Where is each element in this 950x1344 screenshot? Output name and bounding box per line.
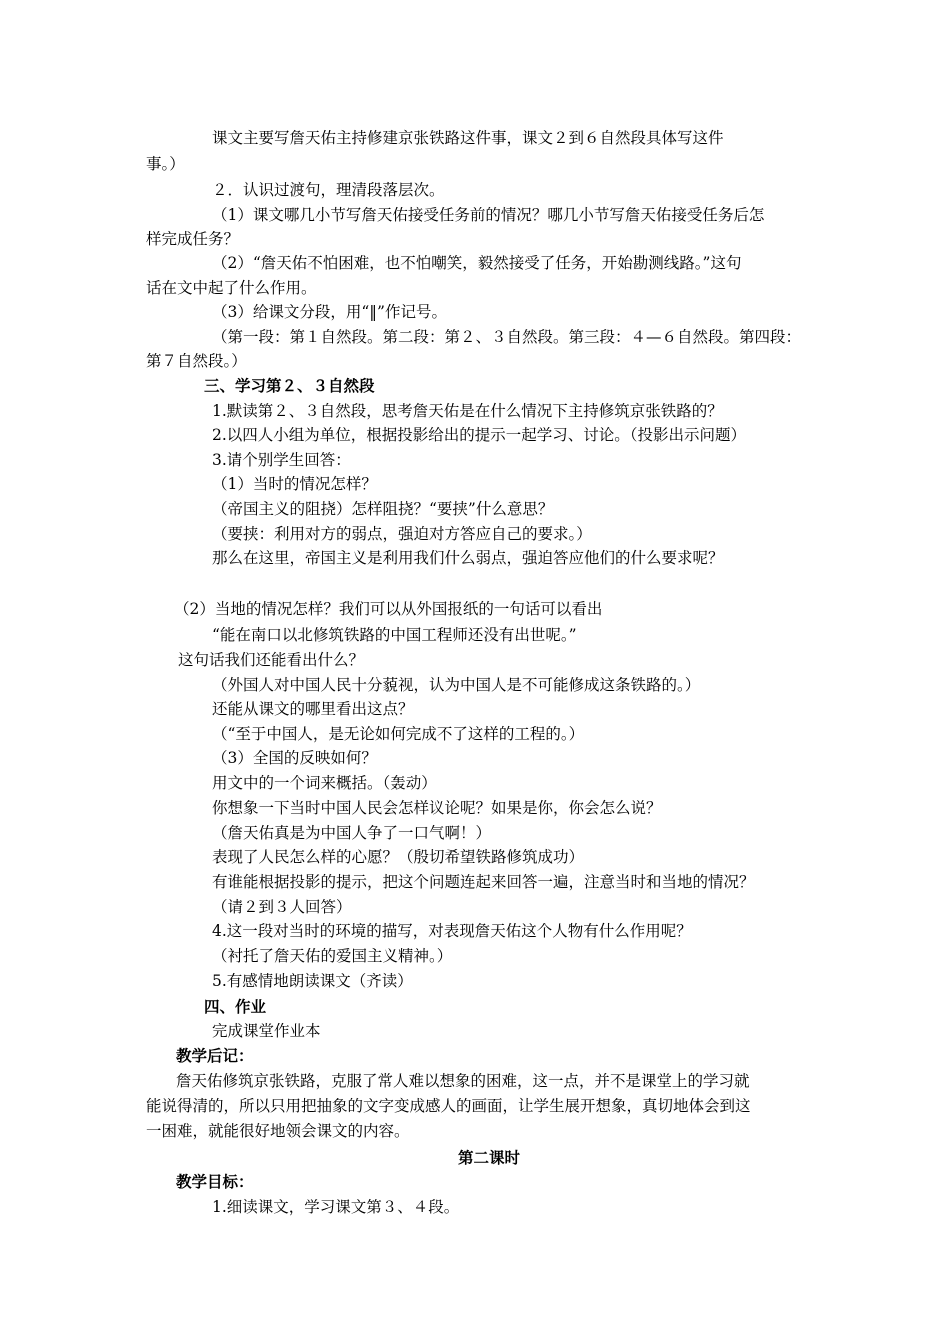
text-line: （衬托了詹天佑的爱国主义精神。）: [212, 947, 453, 965]
text-line: （詹天佑真是为中国人争了一口气啊！）: [212, 824, 492, 842]
text-line: 1.细读课文，学习课文第３、４段。: [212, 1198, 460, 1216]
text-line: （1）当时的情况怎样？: [212, 475, 377, 493]
text-line: 2.以四人小组为单位，根据投影给出的提示一起学习、讨论。（投影出示问题）: [212, 426, 747, 444]
text-line: 3.请个别学生回答：: [212, 451, 351, 469]
text-line: 完成课堂作业本: [212, 1022, 321, 1040]
text-line: 4.这一段对当时的环境的描写，对表现詹天佑这个人物有什么作用呢？: [212, 922, 692, 940]
text-line: ２．认识过渡句，理清段落层次。: [212, 181, 445, 199]
text-line: 一困难，就能很好地领会课文的内容。: [146, 1122, 410, 1140]
text-line: 样完成任务？: [146, 230, 240, 248]
section-heading: 四、作业: [204, 998, 267, 1016]
text-line: （3）给课文分段，用“‖”作记号。: [212, 303, 447, 321]
text-line: （2）“詹天佑不怕困难，也不怕嘲笑，毅然接受了任务，开始勘测线路。”这句: [212, 254, 742, 272]
text-line: （帝国主义的阻挠）怎样阻挠？“要挟”什么意思？: [212, 500, 554, 518]
text-line: 这句话我们还能看出什么？: [178, 651, 365, 669]
text-line: （1）课文哪几小节写詹天佑接受任务前的情况？哪几小节写詹天佑接受任务后怎: [212, 206, 765, 224]
text-line: （要挟：利用对方的弱点，强迫对方答应自己的要求。）: [212, 525, 592, 543]
text-line: 你想象一下当时中国人民会怎样议论呢？如果是你，你会怎么说？: [212, 799, 662, 817]
text-line: 1.默读第２、３自然段，思考詹天佑是在什么情况下主持修筑京张铁路的？: [212, 402, 723, 420]
text-line: 那么在这里，帝国主义是利用我们什么弱点，强迫答应他们的什么要求呢？: [212, 549, 724, 567]
text-line: 课文主要写詹天佑主持修建京张铁路这件事，课文２到６自然段具体写这件: [212, 129, 724, 147]
text-line: 事。）: [146, 155, 185, 173]
text-line: （第一段：第１自然段。第二段：第２、３自然段。第三段：４—６自然段。第四段：: [212, 328, 802, 346]
text-line: 用文中的一个词来概括。（轰动）: [212, 774, 437, 792]
text-line: 表现了人民怎么样的心愿？（殷切希望铁路修筑成功）: [212, 848, 585, 866]
text-line: （外国人对中国人民十分藐视，认为中国人是不可能修成这条铁路的。）: [212, 676, 701, 694]
section-heading: 教学后记：: [176, 1047, 254, 1065]
text-line: （2）当地的情况怎样？我们可以从外国报纸的一句话可以看出: [174, 600, 603, 618]
text-line: （请２到３人回答）: [212, 898, 352, 916]
text-line: 5.有感情地朗读课文（齐读）: [212, 972, 413, 990]
section-heading: 教学目标：: [176, 1173, 254, 1191]
lesson-title: 第二课时: [458, 1149, 521, 1167]
text-line: 还能从课文的哪里看出这点？: [212, 700, 414, 718]
text-line: 能说得清的，所以只用把抽象的文字变成感人的画面，让学生展开想象，真切地体会到这: [146, 1097, 751, 1115]
text-line: “能在南口以北修筑铁路的中国工程师还没有出世呢。”: [212, 626, 577, 644]
text-line: 第７自然段。）: [146, 352, 247, 370]
text-line: 詹天佑修筑京张铁路，克服了常人难以想象的困难，这一点，并不是课堂上的学习就: [176, 1072, 750, 1090]
text-line: （3）全国的反映如何？: [212, 749, 377, 767]
text-line: （“至于中国人，是无论如何完成不了这样的工程的。）: [212, 725, 585, 743]
section-heading: 三、学习第２、３自然段: [204, 377, 375, 395]
text-line: 有谁能根据投影的提示，把这个问题连起来回答一遍，注意当时和当地的情况？: [212, 873, 755, 891]
text-line: 话在文中起了什么作用。: [146, 279, 317, 297]
